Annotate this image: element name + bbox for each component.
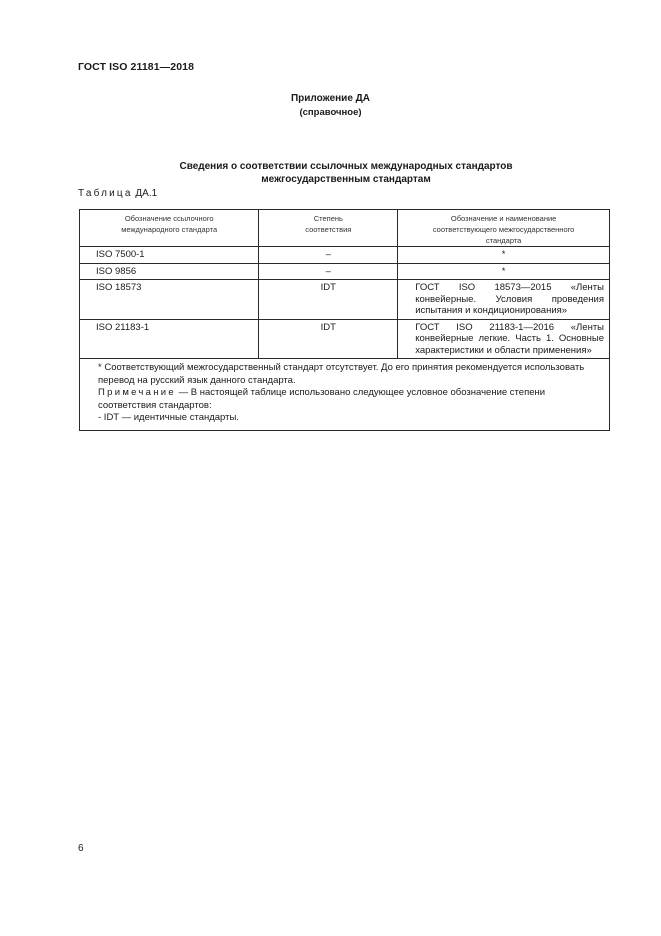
section-title-line-1: Сведения о соответствии ссылочных международных стандартов	[179, 161, 513, 172]
header-line: Обозначение и наименование	[450, 214, 557, 223]
cell-description	[398, 280, 610, 320]
note-label: Примечание	[98, 387, 176, 398]
header-line: соответствующего межгосударственного	[432, 225, 575, 234]
header-line: стандарта	[485, 236, 522, 245]
cell-degree: –	[259, 263, 398, 280]
desc-line: испытания и кондиционирования»	[415, 305, 568, 316]
header-degree	[259, 210, 398, 247]
table-notes-row	[80, 359, 610, 431]
table-caption-id: ДА.1	[135, 188, 158, 199]
desc-line: характеристики и области применения»	[415, 344, 592, 356]
table-notes	[80, 359, 610, 431]
cell-degree: –	[259, 247, 398, 264]
note	[84, 387, 605, 412]
cell-degree: IDT	[259, 319, 398, 359]
header-reference-standard	[80, 210, 259, 247]
table-caption-word: Таблица	[78, 188, 133, 199]
note-item: - IDT — идентичные стандарты.	[98, 412, 239, 423]
desc-line: ГОСТ ISO 18573—2015 «Ленты	[415, 282, 604, 293]
table-row	[80, 280, 610, 320]
page-number: 6	[78, 843, 84, 854]
cell-description	[398, 319, 610, 359]
cell-description: *	[398, 247, 610, 264]
correspondence-table	[79, 209, 610, 431]
cell-code: ISO 18573	[80, 280, 259, 320]
cell-code: ISO 9856	[80, 263, 259, 280]
table-row	[80, 319, 610, 359]
desc-line: конвейерные легкие. Часть 1. Основные	[415, 333, 604, 344]
note-text: — В настоящей таблице использовано следующее условное обозначение степени соответствия стандартов:	[98, 387, 546, 411]
header-line: международного стандарта	[121, 225, 218, 234]
document-code: ГОСТ ISO 21181—2018	[78, 61, 195, 73]
header-line: соответствия	[305, 225, 352, 234]
annex-heading	[0, 92, 661, 120]
cell-description: *	[398, 263, 610, 280]
cell-code: ISO 7500-1	[80, 247, 259, 264]
section-title	[0, 160, 661, 186]
table-row	[80, 247, 610, 264]
annex-subtitle: (справочное)	[299, 107, 362, 118]
footnote: * Соответствующий межгосударственный стандарт отсутствует. До его принятия рекомендуется использовать перевод на русский язык данного стандарта.	[98, 362, 585, 386]
header-line: Степень	[313, 214, 343, 223]
table-header-row	[80, 210, 610, 247]
header-line: Обозначение ссылочного	[124, 214, 214, 223]
cell-code: ISO 21183-1	[80, 319, 259, 359]
annex-title: Приложение ДА	[290, 93, 371, 104]
section-title-line-2: межгосударственным стандартам	[261, 174, 431, 185]
desc-line: ГОСТ ISO 21183-1—2016 «Ленты	[415, 321, 604, 333]
cell-degree: IDT	[259, 280, 398, 320]
header-interstate-standard	[398, 210, 610, 247]
table-caption	[78, 188, 157, 199]
desc-line: конвейерные. Условия проведения	[415, 293, 604, 305]
table-row	[80, 263, 610, 280]
